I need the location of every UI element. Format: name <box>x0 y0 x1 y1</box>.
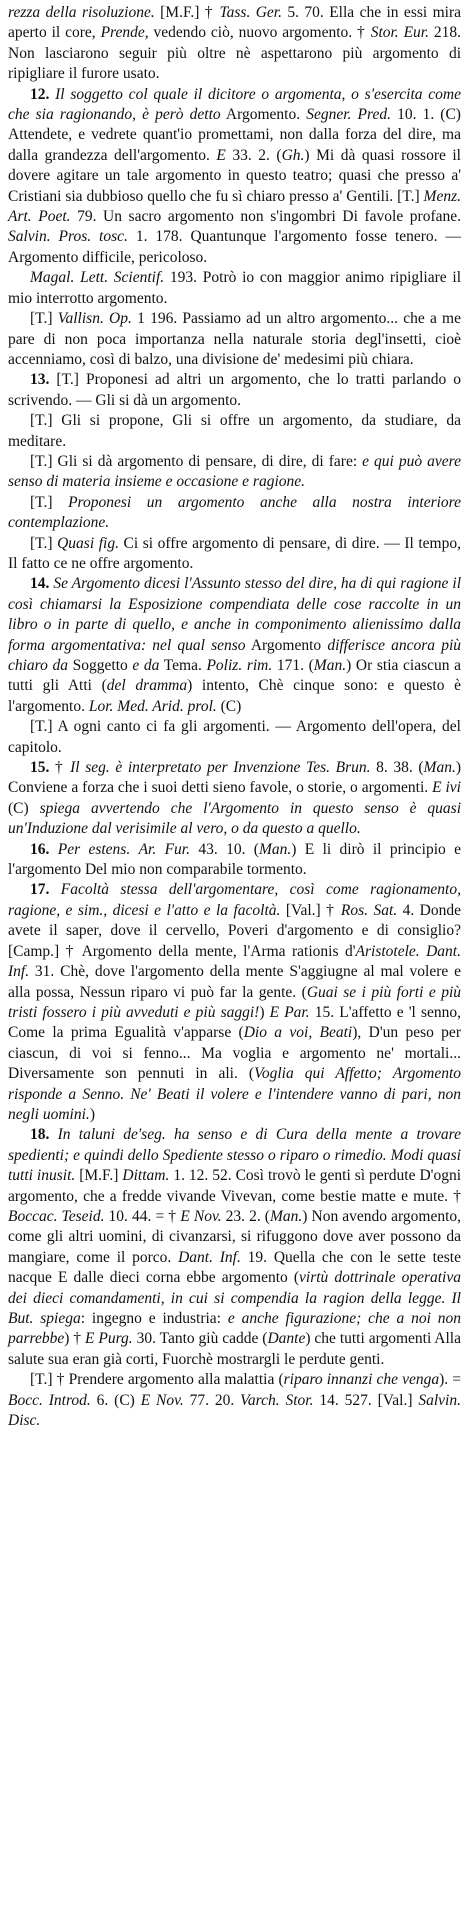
entry-paragraph-p13d <box>8 493 461 534</box>
italic-text: del dramma <box>106 677 188 695</box>
body-text <box>130 841 138 858</box>
body-text: [T.] Gli si dà argomento di pensare, di dire, di fare: <box>30 452 363 470</box>
entry-paragraph-p12 <box>8 85 461 269</box>
italic-text: Voglia qui Affetto; Argomento risponde a Senno. Ne' Beati il volere e l'intendere vanno di pari, non negli uomini. <box>8 1065 462 1123</box>
italic-text: spiega avvertendo che l'Argomento in questo senso è quasi un'Induzione dal verisimile al vero, o da questo a quello. <box>8 799 461 838</box>
body-text: ) E li dirò il principio e l'argomento Del mio non comparabile tormento. <box>8 840 462 879</box>
sense-number: 16. <box>30 840 50 858</box>
body-text: 4. Donde avete il saper, dove il cervello, Poveri d'argomento e di consiglio? [Camp.] † Argomento della mente, l'Arma rationis d' <box>8 901 461 960</box>
italic-text: Prende, <box>100 24 149 42</box>
italic-text: virtù dottrinale operativa dei dieci comandamenti, in cui si compendia la ragion della legge. Il But. spiega <box>8 1269 461 1327</box>
body-text: [T.] Gli si propone, Gli si offre un argomento, da studiare, da meditare. <box>8 412 461 450</box>
entry-paragraph-p14b <box>8 717 461 758</box>
entry-paragraph-p18 <box>8 1125 461 1370</box>
italic-text: E Par. <box>269 1003 310 1021</box>
body-text: ) Non avendo argomento, come gli altri uomini, di civanzarsi, si rifuggono dove aver possono da mangiare, come il porco. <box>8 1207 462 1266</box>
body-text: 23. 2. ( <box>221 1207 270 1225</box>
body-text: 19. Quella che con le sette teste nacque E dalle dieci corna ebbe argomento ( <box>8 1248 461 1287</box>
italic-text: Lor. Med. Arid. prol. <box>88 697 217 715</box>
body-text: 1. 178. Quantunque l'argomento fosse tenero. — Argomento difficile, pericoloso. <box>8 228 461 266</box>
body-text: [M.F.] <box>75 1167 123 1185</box>
italic-text: Tass. Ger. <box>219 4 282 21</box>
entry-paragraph-p0 <box>8 3 461 85</box>
italic-text: Salvin. Pros. tosc. <box>8 228 128 246</box>
body-text: 171. ( <box>272 657 314 674</box>
italic-text: Dio a voi, Beati <box>243 1024 353 1042</box>
body-text: 1 196. Passiamo ad un altro argomento... che a me pare di non poca importanza nella naturale storia degl'insetti, cioè accenniamo, così di balzo, una divisione de' medesimi più chiara. <box>8 310 461 368</box>
body-text: (C) <box>8 799 40 817</box>
body-text: [T.] A ogni canto ci fa gli argomenti. — Argomento dell'opera, del capitolo. <box>8 718 461 756</box>
italic-text: riparo innanzi che venga <box>283 1371 440 1389</box>
body-text: ) Mi dà quasi rossore il dovere agitare un tale argomento in questo teatro; quasi che presso a' Cristiani sia dubbioso quello che fu sì chiaro presso a' Gentili. [T.] <box>8 146 461 205</box>
body-text: 6. (C) <box>90 1391 141 1409</box>
entry-paragraph-p14 <box>8 574 461 717</box>
entry-paragraph-p13c <box>8 452 461 493</box>
body-text: 43. 10. ( <box>190 840 259 858</box>
sense-number: 15. <box>30 759 50 777</box>
body-text: [M.F.] † <box>154 4 220 21</box>
sense-number: 14. <box>30 575 50 593</box>
italic-text: Poliz. rim. <box>206 657 273 674</box>
italic-text: Facoltà stessa dell'argomentare, così come ragionamento, ragione, e sim., dicesi e l'atto e la facoltà. <box>8 881 461 919</box>
italic-text: Man. <box>269 1207 303 1225</box>
italic-text: Il seg. è interpretato per Invenzione <box>70 759 301 777</box>
body-text: 10. 1. (C) Attendete, e vedrete quant'io promettami, non dalla forza del dire, ma dalla grandezza dell'argomento. <box>8 106 461 164</box>
entry-paragraph-p13b <box>8 411 461 452</box>
italic-text: dicesi l'Assunto stesso del dire, ha di qui ragione il così chiamarsi la Esposizione compendiata delle cose raccolte in un libro o in parte di quello, e anche in componimento alienissimo dalla forma argomentativa: nel qual senso <box>8 575 462 654</box>
body-text: 30. Tanto giù cadde ( <box>132 1330 268 1348</box>
italic-text: e anche figurazione; che a noi non parrebbe <box>8 1310 462 1348</box>
body-text: [T.] <box>30 534 58 552</box>
italic-text: Man. <box>313 657 347 674</box>
body-text: 33. 2. ( <box>225 146 282 164</box>
body-text: † <box>49 759 71 777</box>
italic-text: E Purg. <box>85 1330 133 1348</box>
sense-number: 12. <box>30 85 50 103</box>
italic-text: Dante <box>267 1330 306 1348</box>
body-text: 79. Un sacro argomento non s'ingombri Di favole profane. <box>70 208 461 226</box>
body-text: [T.] <box>30 493 69 511</box>
italic-text: Proponesi un argomento anche alla nostra interiore contemplazione. <box>8 493 461 532</box>
italic-text: Magal. Lett. Scientif. <box>30 269 165 287</box>
body-text: 31. Chè, dove l'argomento della mente S'aggiugne al mal volere e alla possa, Nessun riparo vi può far la gente. ( <box>8 963 461 1001</box>
italic-text: rezza della risoluzione. <box>8 4 155 21</box>
sense-number: 18. <box>30 1126 50 1144</box>
entry-paragraph-p12c <box>8 309 461 370</box>
body-text: 218. Non lasciarono seguir più oltre nè aspettarono più argomento di ripigliare il furore usato. <box>8 24 461 83</box>
body-text: [Val.] † <box>280 901 341 919</box>
sense-number: 17. <box>30 881 50 899</box>
italic-text: Vallisn. Op. <box>57 310 132 328</box>
body-text: [T.] † Prendere argomento alla malattia ( <box>30 1371 284 1389</box>
body-text: (C) <box>216 697 242 715</box>
italic-text: Salvin. Disc. <box>8 1391 461 1430</box>
body-text: ) Or stia ciascun a tutti gli Atti ( <box>8 657 461 695</box>
body-text: [T.] <box>30 310 58 328</box>
body-text: 5. 70. Ella che in essi mira aperto il core, <box>8 4 461 42</box>
italic-text: Ros. Sat. <box>340 901 398 919</box>
italic-text: Boccac. Teseid. <box>8 1207 105 1225</box>
italic-text: E Nov. <box>140 1391 184 1409</box>
italic-text: differisce ancora più chiaro da <box>8 636 461 674</box>
entry-paragraph-p17 <box>8 880 461 1125</box>
body-text: vedendo ciò, nuovo argomento. † <box>148 24 371 42</box>
body-text: 77. 20. <box>183 1391 241 1409</box>
italic-text: E ivi <box>432 779 461 797</box>
body-text: Ci si offre argomento di pensare, di dire. — Il tempo, Il fatto ce ne offre argomento. <box>8 534 461 572</box>
italic-text: Varch. Stor. <box>240 1391 314 1409</box>
italic-text: Se Argomento <box>49 575 144 593</box>
italic-text: E <box>216 146 226 164</box>
body-text: 14. 527. [Val.] <box>313 1391 419 1409</box>
body-text: 8. 38. ( <box>370 759 424 777</box>
italic-text: e qui può avere senso di materia insieme e occasione e ragione. <box>8 452 461 491</box>
italic-text: Ar. Fur. <box>138 840 190 858</box>
body-text: 15. L'affetto e 'l senno, Come la prima Egualità v'apparse ( <box>8 1003 462 1042</box>
italic-text: E Nov. <box>180 1207 222 1225</box>
body-text: ) che tutti argomenti Alla salute sua eran già corti, Fuorchè mostrargli le perdute genti. <box>8 1330 461 1368</box>
body-text: 193. Potrò io con maggior animo ripigliare il mio interrotto argomento. <box>8 269 462 307</box>
body-text: [T.] Proponesi ad altri un argomento, che lo tratti parlando o scrivendo. — Gli si dà un argomento. <box>8 371 461 409</box>
body-text: ) intento, Chè cinque sono: e questo è l'argomento. <box>8 677 462 715</box>
italic-text: Gh. <box>281 146 305 164</box>
sense-number: 13. <box>30 371 50 389</box>
italic-text: Menz. Art. Poet. <box>8 187 461 226</box>
entry-paragraph-p16 <box>8 840 461 881</box>
italic-text: Dittam. <box>122 1167 170 1185</box>
italic-text: Stor. Eur. <box>370 24 429 42</box>
body-text: ) <box>259 1003 270 1021</box>
entry-paragraph-p15 <box>8 758 461 840</box>
entry-paragraph-p12b <box>8 268 461 309</box>
body-text: ) <box>89 1105 95 1123</box>
italic-text: In taluni de'seg. ha senso e di Cura della mente a trovare spedienti; e quindi dello Spediente stesso o riparo o rimedio. Modi quasi tutti inusit. <box>8 1126 461 1185</box>
italic-text: e da <box>132 657 160 674</box>
italic-text: Per estens. <box>49 840 131 858</box>
italic-text: Segner. Pred. <box>306 106 391 124</box>
italic-text: Dant. Inf. <box>178 1248 241 1266</box>
body-text: Soggetto <box>68 657 133 674</box>
body-text: Argomento <box>245 636 328 654</box>
italic-text: Guai se i più forti e più tristi fossero i più avveduti e più saggi! <box>8 983 461 1021</box>
body-text: 1. 12. 52. Così trovò le genti sì perdute D'ogni argomento, che a fredde vivande Vivevan, come bestie matte e mute. † <box>8 1167 461 1205</box>
entry-paragraph-p13 <box>8 370 461 411</box>
italic-text: Il soggetto col quale il dicitore o argomenta, o s'esercita come che sia ragionando, è però detto <box>8 85 461 124</box>
body-text: ) † <box>64 1330 85 1348</box>
italic-text: Tes. Brun. <box>306 759 371 777</box>
italic-text: Man. <box>423 759 456 777</box>
body-text: ), D'un peso per ciascun, di voi si fenno... Ma voglia e argomento ne' mortali... Diversamente son pennuti in ali. ( <box>8 1024 461 1083</box>
italic-text: Aristotele. Dant. Inf. <box>8 942 461 981</box>
body-text: ) Conviene a forza che i suoi detti sieno favole, o storie, o argomenti. <box>8 759 461 797</box>
entry-paragraph-p13e <box>8 534 461 575</box>
body-text: 10. 44. = † <box>104 1207 181 1225</box>
body-text: ). = <box>439 1371 461 1389</box>
italic-text: Bocc. Introd. <box>8 1391 91 1409</box>
entry-paragraph-p18b <box>8 1370 461 1431</box>
body-text: : ingegno e industria: <box>80 1310 228 1327</box>
italic-text: Man. <box>258 840 292 858</box>
body-text: Argomento. <box>220 106 307 124</box>
italic-text: Quasi fig. <box>57 534 119 552</box>
body-text: Tema. <box>159 657 207 674</box>
